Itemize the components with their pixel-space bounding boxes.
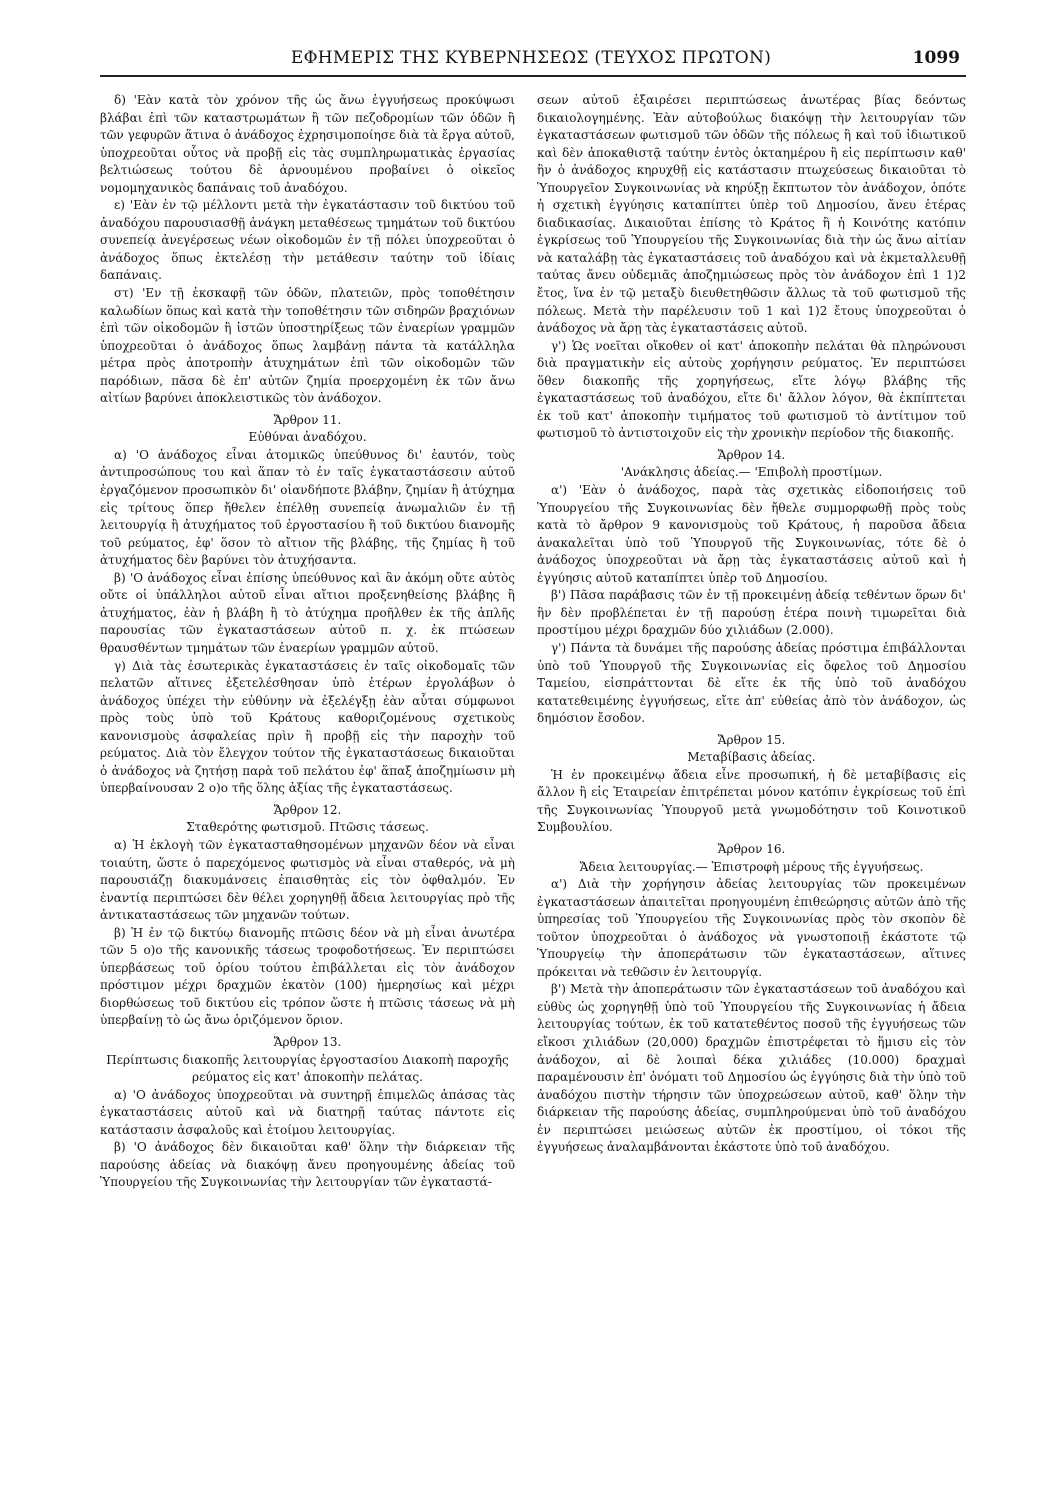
article-12-a: α) Ἡ ἐκλογὴ τῶν ἐγκατασταθησομένων μηχανῶν δέον νὰ εἶναι τοιαύτη, ὥστε ὁ παρεχόμενος φωτισμὸς νὰ εἶναι σταθερός, νὰ μὴ παρουσιάζῃ διακυμάνσεις ἐπαισθητὰς εἰς τὸν ὀφθαλμόν. Ἐν ἐναντίᾳ περιπτώσει δὲν θέλει χορηγηθῇ ἄδεια λειτουργίας πρὸ τῆς ἀντικαταστάσεως τῶν μηχανῶν τούτων.: [100, 837, 515, 923]
article-12-heading: Ἄρθρον 12.: [273, 802, 342, 817]
article-16-subtitle: Ἄδεια λειτουργίας.— Ἐπιστροφὴ μέρους τῆς ἐγγυήσεως.: [579, 859, 924, 874]
article-16-heading: Ἄρθρον 16.: [717, 841, 786, 856]
article-11-subtitle: Εὐθύναι ἀναδόχου.: [248, 430, 367, 445]
left-column: [100, 92, 515, 1192]
right-column: [537, 92, 966, 1157]
article-13-c: γ') Ὡς νοεῖται οἴκοθεν οἱ κατ' ἀποκοπὴν πελάται θὰ πληρώνουσι διὰ πραγματικὴν εἰς αὐτοὺς χορήγησιν ρεύματος. Ἐν περιπτώσει ὅθεν διακοπῆς τῆς χορηγήσεως, εἴτε λόγῳ βλάβης τῆς ἐγκαταστάσεως τοῦ ἀναδόχου, εἴτε δι' ἄλλον λόγον, θὰ ἐκπίπτεται ἐκ τοῦ κατ' ἀποκοπὴν τιμήματος τοῦ φωτισμοῦ τὸ ἀντίτιμον τοῦ φωτισμοῦ τὸ ἀντιστοιχοῦν εἰς τὴν χρονικὴν περίοδον τῆς διακοπῆς.: [537, 338, 966, 441]
article-11-c: γ) Διὰ τὰς ἐσωτερικὰς ἐγκαταστάσεις ἐν ταῖς οἰκοδομαῖς τῶν πελατῶν αἵτινες ἐξετελέσθησαν ὑπὸ ἑτέρων ἐργολάβων ὁ ἀνάδοχος ὑπέχει τὴν εὐθύνην νὰ ἐξελέγξῃ ἐὰν αὗται σύμφωνοι πρὸς τοὺς ὑπὸ τοῦ Κράτους καθοριζομένους σχετικοὺς κανονισμοὺς ἀσφαλείας πρὶν ἢ προβῇ εἰς τὴν παροχὴν τοῦ ρεύματος. Διὰ τὸν ἔλεγχον τούτον τῆς ἐγκαταστάσεως δικαιοῦται ὁ ἀνάδοχος νὰ ζητήσῃ παρὰ τοῦ πελάτου ἐφ' ἅπαξ ἀποζημίωσιν μὴ ὑπερβαίνουσαν 2 ο)ο τῆς ὅλης ἀξίας τῆς ἐγκαταστάσεως.: [100, 658, 515, 796]
gazette-title: ΕΦΗΜΕΡΙΣ ΤΗΣ ΚΥΒΕΡΝΗΣΕΩΣ (ΤΕΥΧΟΣ ΠΡΩΤΟΝ): [290, 48, 772, 68]
article-16-a: α') Διὰ τὴν χορήγησιν ἀδείας λειτουργίας τῶν προκειμένων ἐγκαταστάσεων ἀπαιτεῖται προηγουμένη ἐπιθεώρησις αὐτῶν ἀπὸ τῆς ὑπηρεσίας τοῦ Ὑπουργείου τῆς Συγκοινωνίας πρὸς τὸν σκοπὸν δὲ τοῦτον ὑποχρεοῦται ὁ ἀνάδοχος νὰ γνωστοποιῇ ἑκάστοτε τῷ Ὑπουργείῳ τὴν ἀποπεράτωσιν τῶν ἐγκαταστάσεων, αἵτινες πρόκειται νὰ τεθῶσιν ἐν λειτουργίᾳ.: [537, 877, 966, 979]
article-12-b: β) Ἡ ἐν τῷ δικτύῳ διανομῆς πτῶσις δέον νὰ μὴ εἶναι ἀνωτέρα τῶν 5 ο)ο τῆς κανονικῆς τάσεως τροφοδοτήσεως. Ἐν περιπτώσει ὑπερβάσεως τοῦ ὁρίου τούτου ἐπιβάλλεται εἰς τὸν ἀνάδοχον πρόστιμον μέχρι δραχμῶν ἑκατὸν (100) ἡμερησίως καὶ μέχρι διορθώσεως τοῦ δικτύου εἰς τρόπον ὥστε ἡ πτῶσις τάσεως νὰ μὴ ὑπερβαίνῃ τὸ ὡς ἄνω ὁριζόμενον ὅριον.: [100, 925, 515, 1028]
article-14-subtitle: 'Ανάκλησις ἀδείας.— 'Επιβολὴ προστίμων.: [620, 465, 883, 480]
article-15-text: Ἡ ἐν προκειμένῳ ἄδεια εἶνε προσωπική, ἡ δὲ μεταβίβασις εἰς ἄλλον ἢ εἰς Ἑταιρείαν ἐπιτρέπεται μόνον κατόπιν ἐγκρίσεως τοῦ ἐπὶ τῆς Συγκοινωνίας Ὑπουργοῦ μετὰ γνωμοδότησιν τοῦ Κοινοτικοῦ Συμβουλίου.: [537, 767, 966, 835]
article-16-b: β') Μετὰ τὴν ἀποπεράτωσιν τῶν ἐγκαταστάσεων τοῦ ἀναδόχου καὶ εὐθὺς ὡς χορηγηθῇ ὑπὸ τοῦ Ὑπουργείου τῆς Συγκοινωνίας ἡ ἄδεια λειτουργίας τούτων, ἐκ τοῦ κατατεθέντος ποσοῦ τῆς ἐγγυήσεως τῶν εἴκοσι χιλιάδων (20,000) δραχμῶν ἐπιστρέφεται τὸ ἥμισυ εἰς τὸν ἀνάδοχον, αἱ δὲ λοιπαὶ δέκα χιλιάδες (10.000) δραχμαὶ παραμένουσιν ἐπ' ὀνόματι τοῦ Δημοσίου ὡς ἐγγύησις διὰ τὴν ὑπὸ τοῦ ἀναδόχου πιστὴν τήρησιν τῶν ὑποχρεώσεων αὐτοῦ, καθ' ὅλην τὴν διάρκειαν τῆς παρούσης ἀδείας, συμπληρούμεναι ὑπὸ τοῦ ἀναδόχου ἐν περιπτώσει μειώσεως αὐτῶν ἐκ προστίμου, οἱ τόκοι τῆς ἐγγυήσεως ἀναλαμβάνονται ἑκάστοτε ὑπὸ τοῦ ἀναδόχου.: [537, 982, 966, 1155]
article-13-subtitle: Περίπτωσις διακοπῆς λειτουργίας ἐργοστασίου Διακοπὴ παροχῆς ρεύματος εἰς κατ' ἀποκοπὴν πελάτας.: [106, 1052, 509, 1085]
article-15-heading: Ἄρθρον 15.: [717, 732, 786, 747]
article-14-a: α') 'Εὰν ὁ ἀνάδοχος, παρὰ τὰς σχετικὰς εἰδοποιήσεις τοῦ Ὑπουργείου τῆς Συγκοινωνίας δὲν ἤθελε συμμορφωθῇ πρὸς τοὺς κατὰ τὸ ἄρθρον 9 κανονισμοὺς τοῦ Κράτους, ἡ παροῦσα ἄδεια ἀνακαλεῖται ὑπὸ τοῦ Ὑπουργοῦ τῆς Συγκοινωνίας, τότε δὲ ὁ ἀνάδοχος ὑποχρεοῦται νὰ ἄρῃ τὰς ἐγκαταστάσεις αὐτοῦ καὶ ἡ ἐγγύησις αὐτοῦ καταπίπτει ὑπὲρ τοῦ Δημοσίου.: [537, 483, 966, 585]
article-14-heading: Ἄρθρον 14.: [717, 447, 786, 462]
article-11-heading: Ἄρθρον 11.: [273, 412, 342, 427]
article-13-b-start: β) 'Ο ἀνάδοχος δὲν δικαιοῦται καθ' ὅλην τὴν διάρκειαν τῆς παρούσης ἀδείας νὰ διακόψῃ ἄνευ προηγουμένης ἀδείας τοῦ Ὑπουργείου τῆς Συγκοινωνίας τὴν λειτουργίαν τῶν ἐγκαταστά-: [100, 1140, 515, 1190]
article-11-a: α) 'Ο ἀνάδοχος εἶναι ἀτομικῶς ὑπεύθυνος δι' ἑαυτόν, τοὺς ἀντιπροσώπους του καὶ ἅπαν τὸ ἐν ταῖς ἐγκαταστάσεσιν αὐτοῦ ἐργαζόμενον προσωπικὸν δι' οἱανδήποτε βλάβην, ζημίαν ἢ ἀτύχημα εἰς τρίτους ὅπερ ἤθελεν ἐπέλθῃ συνεπείᾳ ἀνωμαλιῶν ἐν τῇ λειτουργίᾳ ἢ ἀτυχήματος τοῦ ἐργοστασίου ἢ τοῦ δικτύου διανομῆς τοῦ ρεύματος, ἐφ' ὅσον τὸ αἴτιον τῆς βλάβης, τῆς ζημίας ἢ τοῦ ἀτυχήματος δὲν βαρύνει τὸν ἀτυχήσαντα.: [100, 447, 515, 568]
paragraph-st: στ) 'Εν τῇ ἐκσκαφῇ τῶν ὁδῶν, πλατειῶν, πρὸς τοποθέτησιν καλωδίων ὅπως καὶ κατὰ τὴν τοποθέτησιν τῶν σιδηρῶν βραχιόνων ἐπὶ τῶν οἰκοδομῶν ἢ ἱστῶν ὑποστηρίξεως τῶν ἐναερίων γραμμῶν ὑποχρεοῦται ὁ ἀνάδοχος ὅπως λαμβάνῃ πάντα τὰ κατάλληλα μέτρα πρὸς ἀποτροπὴν ἀτυχημάτων ἐπὶ τῶν οἰκοδομῶν τῶν παρόδιων, πᾶσα δὲ ἐπ' αὐτῶν ζημία προερχομένη ἐκ τῶν ἄνω αἰτίων βαρύνει ἀποκλειστικῶς τὸν ἀνάδοχον.: [100, 286, 515, 406]
article-13-heading: Ἄρθρον 13.: [273, 1034, 342, 1049]
article-14-c: γ') Πάντα τὰ δυνάμει τῆς παρούσης ἀδείας πρόστιμα ἐπιβάλλονται ὑπὸ τοῦ Ὑπουργοῦ τῆς Συγκοινωνίας εἰς ὄφελος τοῦ Δημοσίου Ταμείου, εἰσπράττονται δὲ εἴτε ἐκ τῆς ὑπὸ τοῦ ἀναδόχου κατατεθειμένης ἐγγυήσεως, εἴτε ἀπ' εὐθείας ἀπὸ τὸν ἀνάδοχον, ὡς δημόσιον ἔσοδον.: [537, 640, 966, 726]
article-13-b-continued: σεων αὐτοῦ ἐξαιρέσει περιπτώσεως ἀνωτέρας βίας δεόντως δικαιολογημένης. Ἐὰν αὐτοβούλως διακόψῃ τὴν λειτουργίαν τῶν ἐγκαταστάσεων φωτισμοῦ τῶν ὁδῶν τῆς πόλεως ἢ καὶ τοῦ ἰδιωτικοῦ καὶ δὲν ἀποκαθιστᾷ ταύτην ἐντὸς ὀκταημέρου ἢ εἰς περίπτωσιν καθ' ἣν ὁ ἀνάδοχος κηρυχθῇ εἰς κατάστασιν πτωχεύσεως δικαιοῦται τὸ Ὑπουργεῖον Συγκοινωνίας νὰ κηρύξῃ ἔκπτωτον τὸν ἀνάδοχον, ὁπότε ἡ σχετικὴ ἐγγύησις καταπίπτει ὑπὲρ τοῦ Δημοσίου, ἄνευ ἑτέρας διαδικασίας. Δικαιοῦται ἐπίσης τὸ Κράτος ἢ ἡ Κοινότης κατόπιν ἐγκρίσεως τοῦ Ὑπουργείου τῆς Συγκοινωνίας διὰ τὴν ὡς ἄνω αἰτίαν νὰ καταλάβῃ τὰς ἐγκαταστάσεις τοῦ ἀναδόχου καὶ νὰ ἐκμεταλλευθῇ ταύτας ἄνευ οὐδεμιᾶς ἀποζημιώσεως πρὸς τὸν ἀνάδοχον ἐπὶ 1 1)2 ἔτος, ἵνα ἐν τῷ μεταξὺ διευθετηθῶσιν ἄλλως τὰ τοῦ φωτισμοῦ τῆς πόλεως. Μετὰ τὴν παρέλευσιν τοῦ 1 καὶ 1)2 ἔτους ὑποχρεοῦται ὁ ἀνάδοχος νὰ ἄρῃ τὰς ἐγκαταστάσεις αὐτοῦ.: [537, 93, 966, 336]
header-rule: [100, 75, 966, 77]
article-14-b: β') Πᾶσα παράβασις τῶν ἐν τῇ προκειμένῃ ἀδείᾳ τεθέντων ὅρων δι' ἣν δὲν προβλέπεται ἐν τῇ παρούσῃ ἑτέρα ποινὴ τιμωρεῖται διὰ προστίμου μέχρι δραχμῶν δύο χιλιάδων (2.000).: [537, 588, 966, 638]
paragraph-delta: δ) 'Εὰν κατὰ τὸν χρόνον τῆς ὡς ἄνω ἐγγυήσεως προκύψωσι βλάβαι ἐπὶ τῶν καταστρωμάτων ἢ τῶν πεζοδρομίων τῶν ὁδῶν ἢ τῶν γεφυρῶν ἅτινα ὁ ἀνάδοχος ἐχρησιμοποίησε διὰ τὰ ἔργα αὐτοῦ, ὑποχρεοῦται οὗτος νὰ προβῇ εἰς τὰς συμπληρωματικὰς ἐργασίας βελτιώσεως τούτου δὲ ἀρνουμένου προβαίνει ὁ οἰκεῖος νομομηχανικὸς δαπάναις τοῦ ἀναδόχου.: [100, 93, 515, 195]
article-11-b: β) 'Ο ἀνάδοχος εἶναι ἐπίσης ὑπεύθυνος καὶ ἂν ἀκόμη οὔτε αὐτὸς οὔτε οἱ ὑπάλληλοι αὐτοῦ εἶναι αἴτιοι προξενηθείσης βλάβης ἢ ἀτυχήματος, ἐὰν ἡ βλάβη ἢ τὸ ἀτύχημα προῆλθεν ἐκ τῆς ἁπλῆς παρουσίας τῶν ἐγκαταστάσεων αὐτοῦ π. χ. ἐκ πτώσεων θραυσθέντων τμημάτων τῶν ἐναερίων γραμμῶν αὐτοῦ.: [100, 570, 515, 655]
article-13-a: α) 'Ο ἀνάδοχος ὑποχρεοῦται νὰ συντηρῇ ἐπιμελῶς ἁπάσας τὰς ἐγκαταστάσεις αὐτοῦ καὶ νὰ διατηρῇ ταύτας πάντοτε εἰς κατάστασιν ἀσφαλοῦς καὶ ἑτοίμου λειτουργίας.: [100, 1087, 515, 1137]
article-15-subtitle: Μεταβίβασις ἀδείας.: [687, 750, 816, 765]
paragraph-epsilon: ε) 'Εὰν ἐν τῷ μέλλοντι μετὰ τὴν ἐγκατάστασιν τοῦ δικτύου τοῦ ἀναδόχου παρουσιασθῇ ἀνάγκη μεταθέσεως τμημάτων τοῦ δικτύου συνεπείᾳ ἀνεγέρσεως νέων οἰκοδομῶν ἐν τῇ πόλει ὑποχρεοῦται ὁ ἀνάδοχος ὅπως ἐκτελέσῃ τὴν μετάθεσιν ταύτην τοῦ ἰδίαις δαπάναις.: [100, 198, 515, 283]
page-header: [96, 48, 966, 74]
article-12-subtitle: Σταθερότης φωτισμοῦ. Πτῶσις τάσεως.: [186, 820, 429, 835]
page-number: 1099: [912, 48, 960, 68]
